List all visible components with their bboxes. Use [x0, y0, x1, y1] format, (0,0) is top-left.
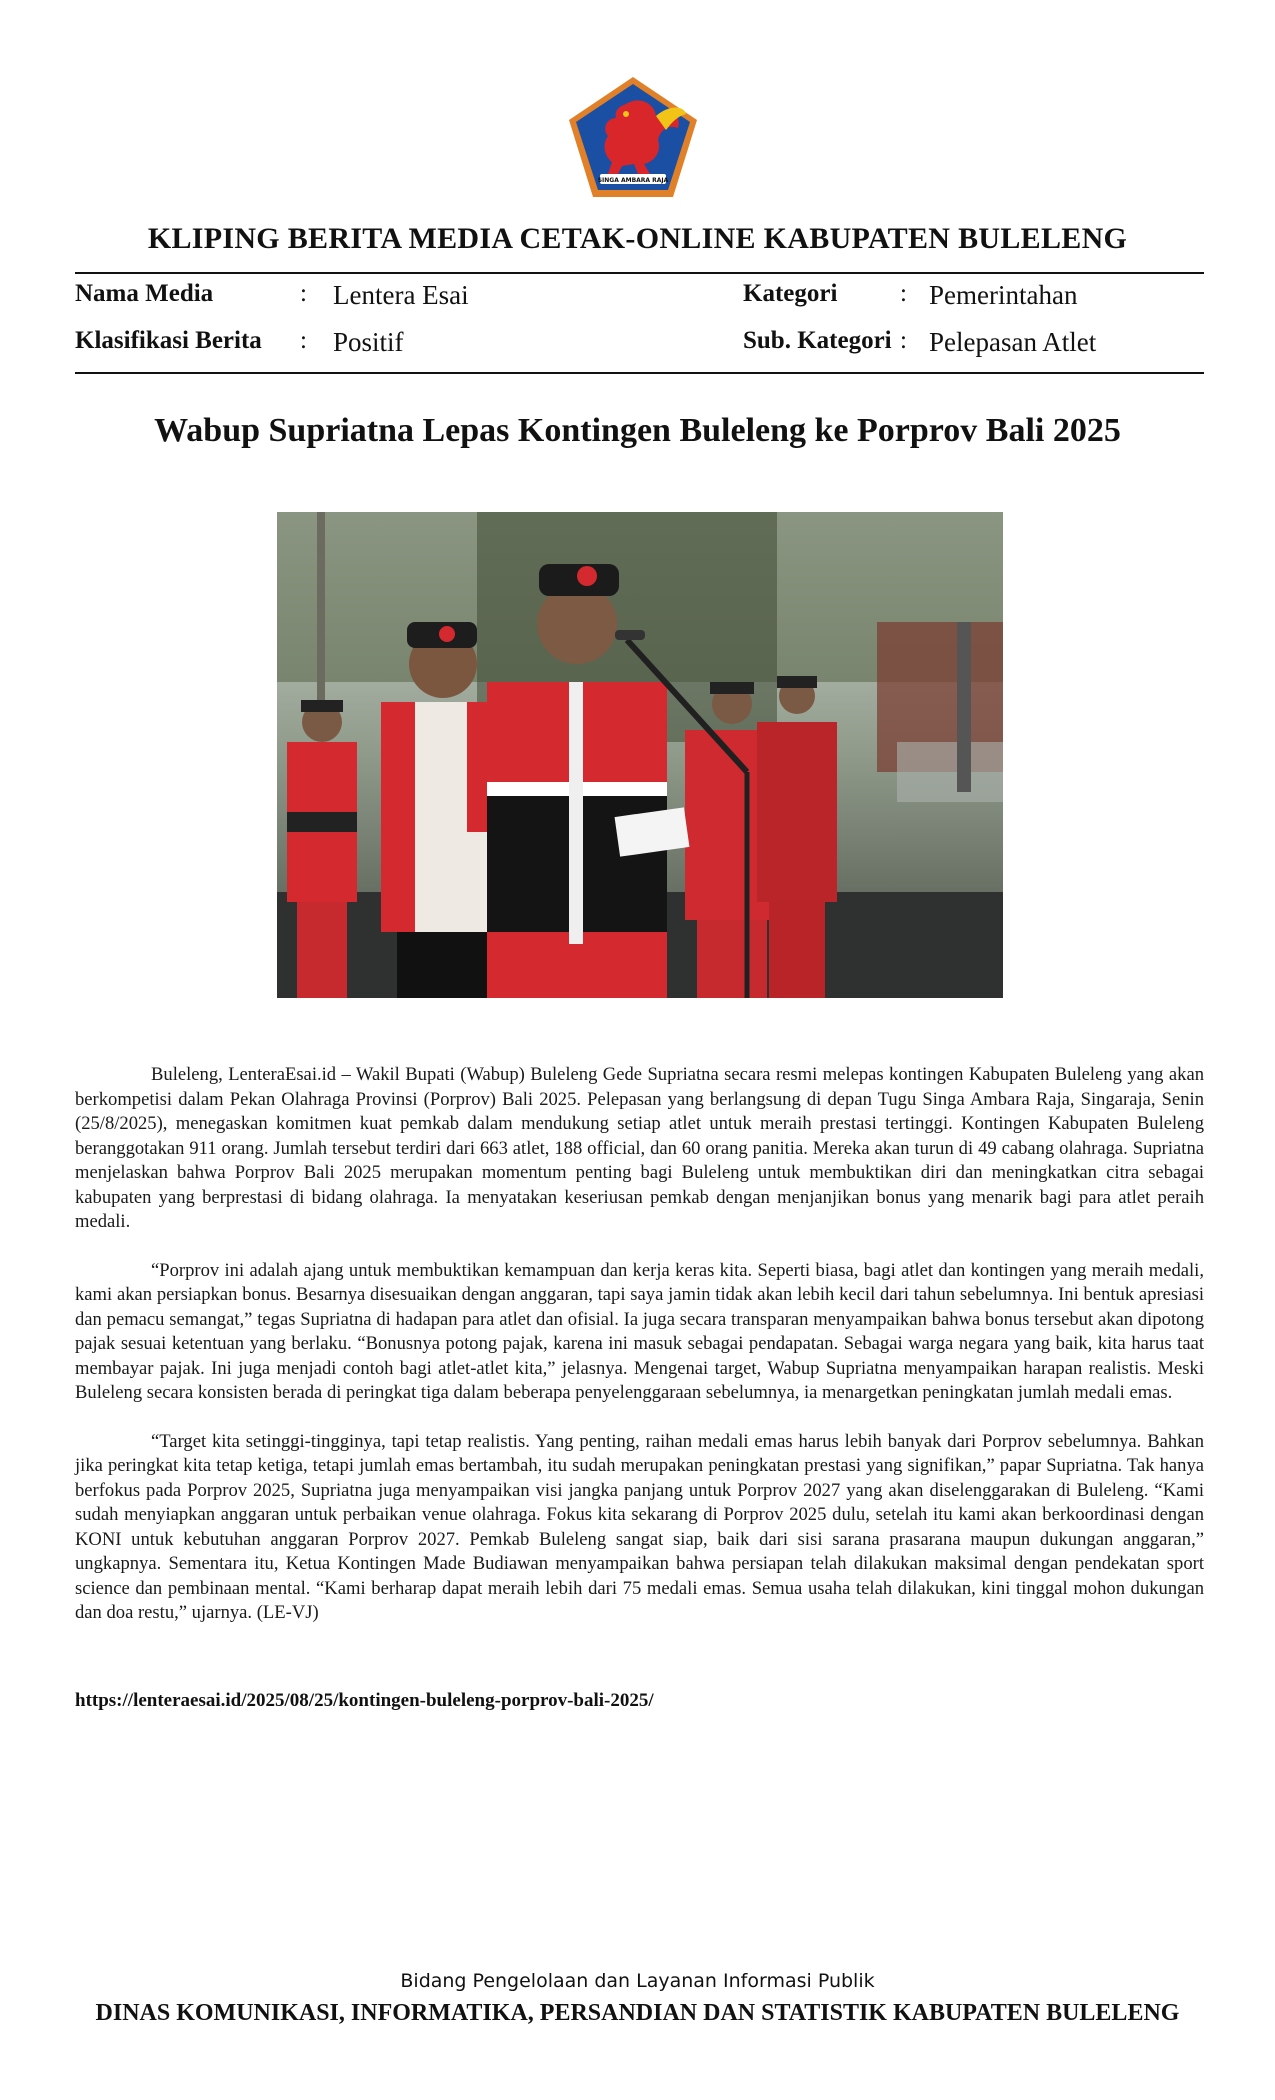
media-label: Nama Media: [75, 280, 214, 307]
buleleng-emblem-logo: [566, 74, 700, 200]
header-divider-top: [75, 272, 1204, 274]
lion-emblem-icon: [566, 74, 700, 200]
media-value: Lentera Esai: [333, 280, 469, 310]
header-divider-bottom: [75, 372, 1204, 374]
subkategori-label: Sub. Kategori: [743, 327, 892, 354]
article-paragraph-1: Buleleng, LenteraEsai.id – Wakil Bupati (Wabup) Buleleng Gede Supriatna secara resmi melepas kontingen Kabupaten Buleleng yang akan berkompetisi dalam Pekan Olahraga Provinsi (Porprov) Bali 2025. Pelepasan yang berlangsung di depan Tugu Singa Ambara Raja, Singaraja, Senin (25/8/2025), menegaskan komitmen kuat pemkab dalam mendukung setiap atlet untuk meraih prestasi tertinggi. Kontingen Kabupaten Buleleng beranggotakan 911 orang. Jumlah tersebut terdiri dari 663 atlet, 188 official, dan 60 orang panitia. Mereka akan turun di 49 cabang olahraga. Supriatna menjelaskan bahwa Porprov Bali 2025 merupakan momentum penting bagi Buleleng untuk membuktikan diri dan meningkatkan citra sebagai kabupaten yang berprestasi di bidang olahraga. Ia menyatakan keseriusan pemkab dengan menjanjikan bonus yang menarik bagi para atlet peraih medali.: [75, 1064, 1204, 1232]
article-photo: [277, 512, 1003, 998]
media-colon: :: [300, 280, 307, 307]
footer-agency: DINAS KOMUNIKASI, INFORMATIKA, PERSANDIAN DAN STATISTIK KABUPATEN BULELENG: [95, 2000, 1180, 2026]
kategori-value: Pemerintahan: [929, 280, 1078, 310]
svg-text:SINGA AMBARA RAJA: SINGA AMBARA RAJA: [597, 177, 669, 184]
article-body: [75, 1063, 1204, 1650]
article-paragraph-2: “Porprov ini adalah ajang untuk membuktikan kemampuan dan kerja keras kita. Seperti biasa, bagi atlet dan kontingen yang meraih medali, kami akan persiapkan bonus. Besarnya disesuaikan dengan anggaran, tapi saya jamin tidak akan lebih kecil dari tahun sebelumnya. Ini bentuk apresiasi dan pemacu semangat,” tegas Supriatna di hadapan para atlet dan ofisial. Ia juga secara transparan menyampaikan bahwa bonus tersebut akan dipotong pajak sesuai ketentuan yang berlaku. “Bonusnya potong pajak, karena ini masuk sebagai pendapatan. Sebagai warga negara yang baik, kita harus taat membayar pajak. Ini juga menjadi contoh bagi atlet-atlet kita,” jelasnya. Mengenai target, Wabup Supriatna menyampaikan harapan realistis. Meski Buleleng secara konsisten berada di peringkat tiga dalam beberapa penyelenggaraan sebelumnya, ia menargetkan peningkatan jumlah medali emas.: [75, 1259, 1204, 1403]
klasifikasi-label: Klasifikasi Berita: [75, 327, 262, 354]
klasifikasi-value: Positif: [333, 327, 404, 357]
subkategori-value: Pelepasan Atlet: [929, 327, 1097, 357]
footer-department: Bidang Pengelolaan dan Layanan Informasi Publik: [400, 1970, 875, 1992]
media-meta-right: [743, 280, 1203, 360]
source-url-link[interactable]: https://lenteraesai.id/2025/08/25/kontingen-buleleng-porprov-bali-2025/: [75, 1690, 654, 1711]
subkategori-colon: :: [900, 327, 907, 354]
article-headline: Wabup Supriatna Lepas Kontingen Buleleng ke Porprov Bali 2025: [154, 412, 1121, 449]
kategori-label: Kategori: [743, 280, 838, 307]
article-paragraph-3: “Target kita setinggi-tingginya, tapi tetap realistis. Yang penting, raihan medali emas harus lebih banyak dari Porprov sebelumnya. Bahkan jika peringkat kita tetap ketiga, tetapi jumlah emas bertambah, itu sudah merupakan peningkatan prestasi yang signifikan,” papar Supriatna. Tak hanya berfokus pada Porprov 2025, Supriatna juga menyampaikan visi jangka panjang untuk Porprov 2027 yang akan diselenggarakan di Buleleng. “Kami sudah menyiapkan anggaran untuk perbaikan venue olahraga. Fokus kita sekarang di Porprov 2025 dulu, setelah itu kami akan berkoordinasi dengan KONI untuk kebutuhan anggaran Porprov 2027. Pemkab Buleleng sangat siap, baik dari sisi sarana prasarana maupun dukungan anggaran,” ungkapnya. Sementara itu, Ketua Kontingen Made Budiawan menyampaikan bahwa persiapan telah dilakukan maksimal dengan pendekatan sport science dan pembinaan mental. “Kami berharap dapat meraih lebih dari 75 medali emas. Semua usaha telah dilakukan, kini tinggal mohon dukungan dan doa restu,” ujarnya. (LE-VJ): [75, 1430, 1204, 1623]
klasifikasi-colon: :: [300, 327, 307, 354]
clipping-header-title: KLIPING BERITA MEDIA CETAK-ONLINE KABUPATEN BULELENG: [147, 222, 1128, 255]
kategori-colon: :: [900, 280, 907, 307]
media-meta-left: [75, 280, 675, 360]
